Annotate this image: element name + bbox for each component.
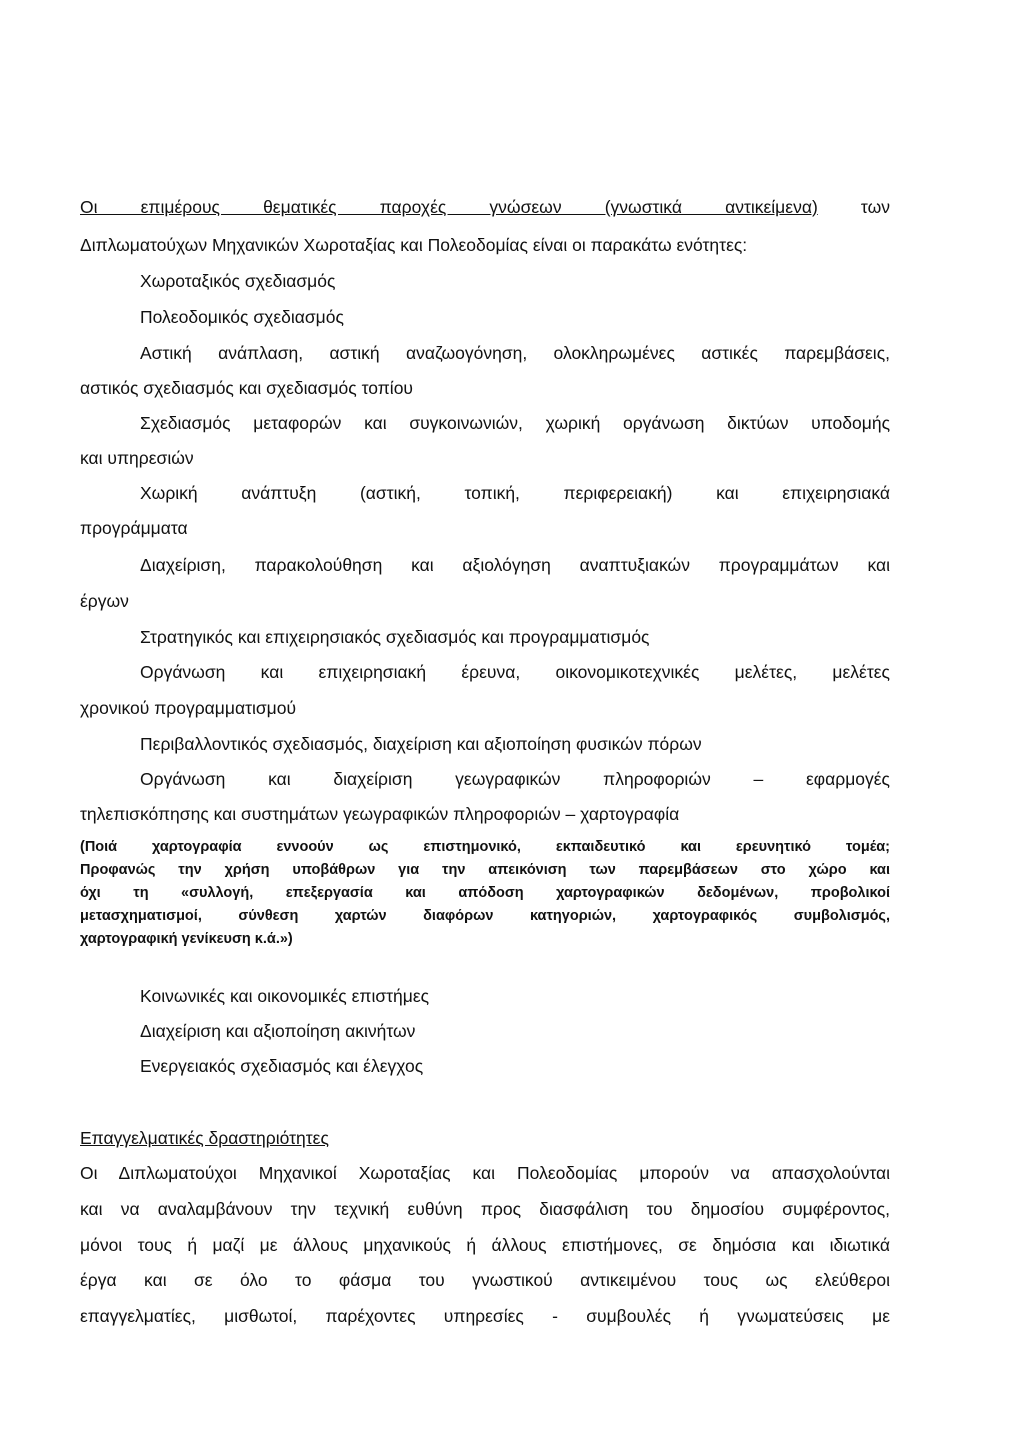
list-item: Χωρική ανάπτυξη (αστική, τοπική, περιφερειακή) και επιχειρησιακά <box>140 483 890 503</box>
list-item-continuation: αστικός σχεδιασμός και σχεδιασμός τοπίου <box>80 378 413 398</box>
list-item: Περιβαλλοντικός σχεδιασμός, διαχείριση και αξιοποίηση φυσικών πόρων <box>140 734 702 754</box>
paragraph-line: επαγγελματίες, μισθωτοί, παρέχοντες υπηρεσίες - συμβουλές ή γνωματεύσεις με <box>80 1306 890 1326</box>
list-item: Οργάνωση και επιχειρησιακή έρευνα, οικονομικοτεχνικές μελέτες, μελέτες <box>140 662 890 682</box>
list-item: Οργάνωση και διαχείριση γεωγραφικών πληροφοριών – εφαρμογές <box>140 769 890 789</box>
list-item: Σχεδιασμός μεταφορών και συγκοινωνιών, χωρική οργάνωση δικτύων υποδομής <box>140 413 890 433</box>
list-item: Πολεοδομικός σχεδιασμός <box>140 307 344 327</box>
paragraph-line: μόνοι τους ή μαζί με άλλους μηχανικούς ή άλλους επιστήμονες, σε δημόσια και ιδιωτικά <box>80 1235 890 1255</box>
list-item: Διαχείριση, παρακολούθηση και αξιολόγηση αναπτυξιακών προγραμμάτων και <box>140 555 890 575</box>
list-item: Χωροταξικός σχεδιασμός <box>140 271 336 291</box>
list-item: Κοινωνικές και οικονομικές επιστήμες <box>140 986 430 1006</box>
section-intro-line-2: Διπλωματούχων Μηχανικών Χωροταξίας και Πολεοδομίας είναι οι παρακάτω ενότητες: <box>80 235 748 255</box>
cartography-note-line: όχι τη «συλλογή, επεξεργασία και απόδοση χαρτογραφικών δεδομένων, προβολικοί <box>80 885 890 901</box>
paragraph-line: έργα και σε όλο το φάσμα του γνωστικού αντικειμένου τους ως ελεύθεροι <box>80 1270 890 1290</box>
list-item: Στρατηγικός και επιχειρησιακός σχεδιασμός και προγραμματισμός <box>140 627 650 647</box>
section-intro-line-1 <box>80 196 890 218</box>
section-heading-professional-activities: Επαγγελματικές δραστηριότητες <box>80 1128 329 1148</box>
list-item: Διαχείριση και αξιοποίηση ακινήτων <box>140 1021 416 1041</box>
list-item: Ενεργειακός σχεδιασμός και έλεγχος <box>140 1056 424 1076</box>
list-item-continuation: και υπηρεσιών <box>80 448 194 468</box>
cartography-note-line: Προφανώς την χρήση υποβάθρων για την απεικόνιση των παρεμβάσεων στο χώρο και <box>80 862 890 878</box>
list-item: Αστική ανάπλαση, αστική αναζωογόνηση, ολοκληρωμένες αστικές παρεμβάσεις, <box>140 343 890 363</box>
list-item-continuation: προγράμματα <box>80 518 188 538</box>
cartography-note-line: χαρτογραφική γενίκευση κ.ά.») <box>80 931 293 947</box>
paragraph-line: Οι Διπλωματούχοι Μηχανικοί Χωροταξίας και Πολεοδομίας μπορούν να απασχολούνται <box>80 1163 890 1183</box>
cartography-note-line: (Ποιά χαρτογραφία εννοούν ως επιστημονικό, εκπαιδευτικό και ερευνητικό τομέα; <box>80 839 890 855</box>
list-item-continuation: έργων <box>80 591 129 611</box>
section-heading-tail: των <box>860 197 890 217</box>
list-item-continuation: χρονικού προγραμματισμού <box>80 698 297 718</box>
paragraph-line: και να αναλαμβάνουν την τεχνική ευθύνη προς διασφάλιση του δημοσίου συμφέροντος, <box>80 1199 890 1219</box>
list-item-continuation: τηλεπισκόπησης και συστημάτων γεωγραφικών πληροφοριών – χαρτογραφία <box>80 804 680 824</box>
section-heading-knowledge-areas: Οι επιμέρους θεματικές παροχές γνώσεων (γνωστικά αντικείμενα) <box>80 197 818 217</box>
cartography-note-line: μετασχηματισμοί, σύνθεση χαρτών διαφόρων κατηγοριών, χαρτογραφικός συμβολισμός, <box>80 908 890 924</box>
